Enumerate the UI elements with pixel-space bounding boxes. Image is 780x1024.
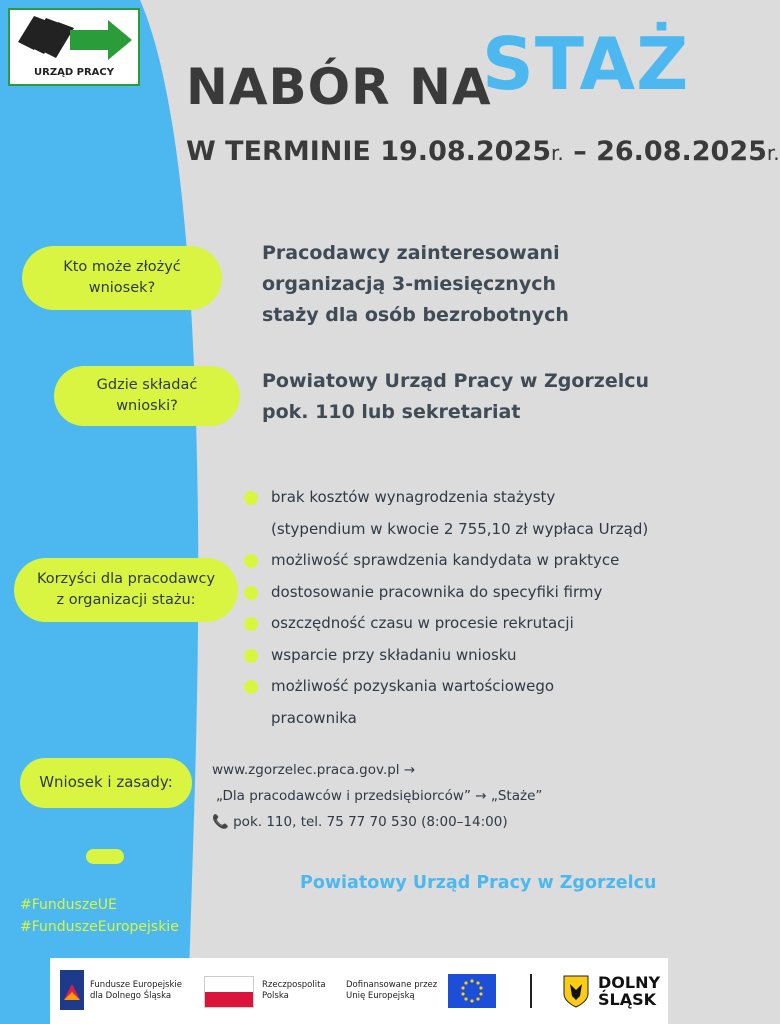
website-link[interactable]: www.zgorzelec.praca.gov.pl → xyxy=(212,762,416,778)
answer-who-can-apply: Pracodawcy zainteresowani organizacją 3-miesięcznych staży dla osób bezrobotnych xyxy=(262,242,569,326)
eu-text: Dofinansowane przez Unię Europejską xyxy=(346,980,438,1001)
fundusze-europejskie-icon xyxy=(60,970,84,1010)
dolny-slask-text: DOLNY ŚLĄSK xyxy=(598,973,661,1009)
logo-caption: URZĄD PRACY xyxy=(34,67,114,78)
decorative-pill xyxy=(86,849,124,864)
logo-cards-arrow-icon xyxy=(10,10,138,66)
office-name: Powiatowy Urząd Pracy w Zgorzelcu xyxy=(300,873,657,893)
fe-text: Fundusze Europejskie dla Dolnego Śląska xyxy=(90,980,182,1001)
bullet-dot xyxy=(244,586,258,600)
benefit-item: brak kosztów wynagrodzenia stażysty (stypendium w kwocie 2 755,10 zł wypłaca Urząd) xyxy=(244,482,714,545)
urzad-pracy-logo xyxy=(8,8,140,86)
hashtag-funduszeue: #FunduszeUE xyxy=(20,897,117,913)
phone-icon: 📞 xyxy=(212,814,229,830)
benefit-item: możliwość sprawdzenia kandydata w praktyce xyxy=(244,545,714,577)
dolny-slask-eagle-icon xyxy=(562,974,590,1008)
title-dates: W TERMINIE 19.08.2025r. – 26.08.2025r. xyxy=(186,136,780,167)
pill-where-to-submit: Gdzie składać wnioski? xyxy=(54,366,240,426)
pill-benefits: Korzyści dla pracodawcy z organizacji stażu: xyxy=(14,558,238,622)
benefit-item: oszczędność czasu w procesie rekrutacji xyxy=(244,608,714,640)
title-staz: STAŻ xyxy=(482,22,690,106)
bullet-dot xyxy=(244,491,258,505)
title-nabor-na: NABÓR NA xyxy=(186,58,492,116)
benefit-item: wsparcie przy składaniu wniosku xyxy=(244,640,714,672)
pill-who-can-apply: Kto może złożyć wniosek? xyxy=(22,246,222,310)
bullet-dot xyxy=(244,617,258,631)
eu-flag-icon xyxy=(448,974,496,1008)
funding-logos-bar xyxy=(50,958,668,1024)
bullet-dot xyxy=(244,554,258,568)
logo-divider xyxy=(530,974,532,1008)
rp-text: Rzeczpospolita Polska xyxy=(262,980,326,1001)
benefit-item: dostosowanie pracownika do specyfiki firmy xyxy=(244,577,714,609)
answer-where-to-submit: Powiatowy Urząd Pracy w Zgorzelcu pok. 110 lub sekretariat xyxy=(262,370,650,423)
website-path: „Dla pracodawców i przedsiębiorców” → „Staże” xyxy=(216,788,543,804)
bullet-dot xyxy=(244,649,258,663)
phone-info: 📞 pok. 110, tel. 75 77 70 530 (8:00–14:00) xyxy=(212,814,508,830)
benefits-list xyxy=(244,482,714,734)
poland-flag-icon xyxy=(204,976,254,1008)
pill-application-rules: Wniosek i zasady: xyxy=(20,758,192,808)
benefit-item: możliwość pozyskania wartościowego pracownika xyxy=(244,671,714,734)
hashtag-funduszeeuropejskie: #FunduszeEuropejskie xyxy=(20,919,179,935)
bullet-dot xyxy=(244,680,258,694)
